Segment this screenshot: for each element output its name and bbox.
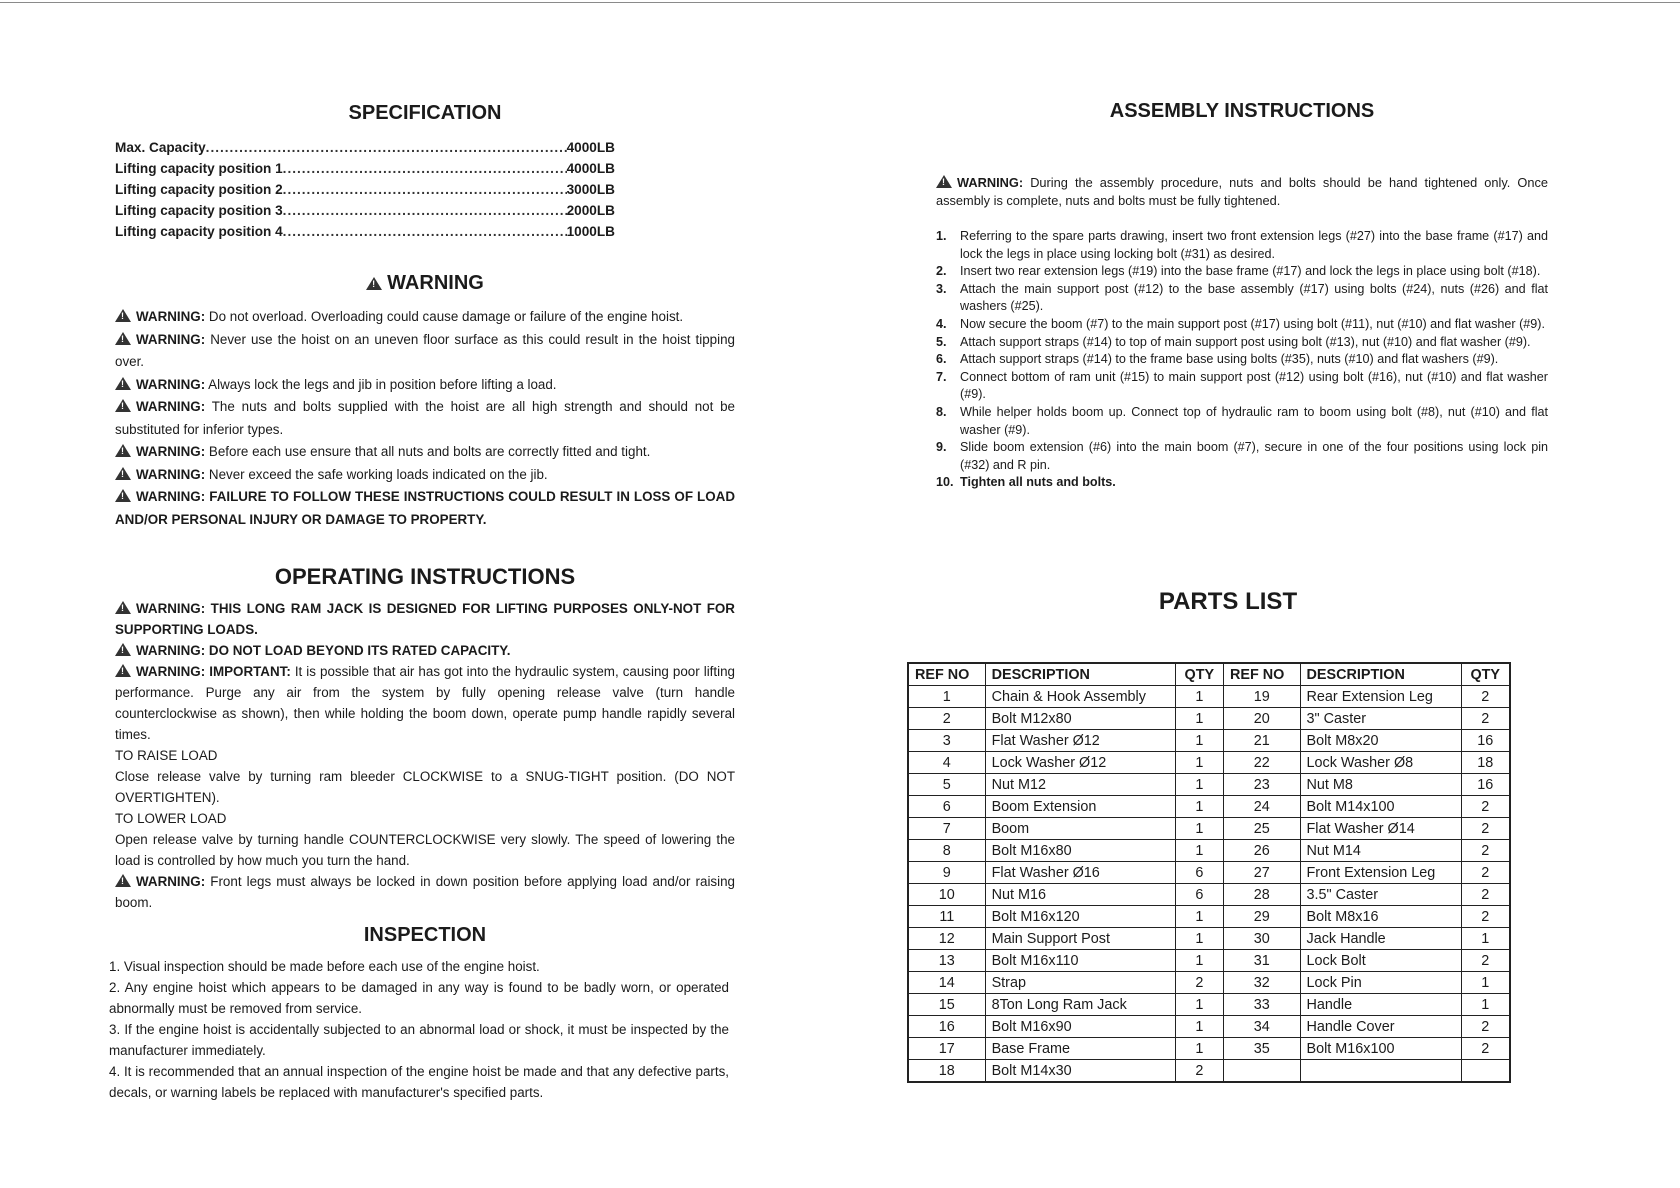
- cell-description: Handle Cover: [1300, 1016, 1461, 1038]
- cell-qty: 1: [1175, 840, 1223, 862]
- table-row: [908, 774, 1510, 796]
- spec-row: Lifting capacity position 1 ..... 4000LB: [115, 158, 615, 179]
- table-row: [908, 972, 1510, 994]
- cell-qty: 1: [1175, 906, 1223, 928]
- cell-ref: 18: [908, 1060, 985, 1083]
- warning-line: !WARNING: The nuts and bolts supplied with the hoist are all high strength and should not be substituted for inferior types.: [115, 396, 735, 441]
- assembly-step: 1. Referring to the spare parts drawing, insert two front extension legs (#27) into the base frame (#17) and lock the legs in place using locking bolt (#31) as desired.: [936, 229, 1548, 261]
- cell-ref: 16: [908, 1016, 985, 1038]
- cell-ref: 27: [1224, 862, 1301, 884]
- cell-qty: 6: [1175, 862, 1223, 884]
- cell-qty: 1: [1175, 928, 1223, 950]
- cell-description: 3" Caster: [1300, 708, 1461, 730]
- cell-description: Bolt M16x80: [985, 840, 1175, 862]
- warning-line: !WARNING: Never use the hoist on an uneven floor surface as this could result in the hoist tipping over.: [115, 329, 735, 374]
- assembly-step: 4. Now secure the boom (#7) to the main support post (#17) using bolt (#11), nut (#10) and flat washer (#9).: [936, 316, 1545, 331]
- cell-description: Bolt M8x16: [1300, 906, 1461, 928]
- warning-icon: [115, 874, 131, 887]
- operating-warning: !WARNING: Front legs must always be locked in down position before applying load and/or raising boom.: [115, 871, 735, 913]
- cell-qty: [1461, 1060, 1510, 1083]
- warning-list: [115, 306, 735, 531]
- cell-description: Boom: [985, 818, 1175, 840]
- warning-icon: [115, 643, 131, 656]
- lower-load-text: Open release valve by turning handle COUNTERCLOCKWISE very slowly. The speed of lowering the load is controlled by how much you turn the hand.: [115, 832, 735, 868]
- table-row: [908, 928, 1510, 950]
- cell-description: Main Support Post: [985, 928, 1175, 950]
- inspection-item: 4. It is recommended that an annual inspection of the engine hoist be made and that any defective parts, decals, or warning labels be replaced with manufacturer's specified parts.: [109, 1064, 729, 1100]
- spec-row: Max. Capacity ..... 4000LB: [115, 137, 615, 158]
- cell-ref: 32: [1224, 972, 1301, 994]
- cell-description: Strap: [985, 972, 1175, 994]
- warning-icon: [115, 467, 131, 480]
- cell-qty: 1: [1461, 972, 1510, 994]
- cell-ref: 11: [908, 906, 985, 928]
- cell-description: Flat Washer Ø12: [985, 730, 1175, 752]
- warning-icon: [115, 309, 131, 322]
- warning-icon: [115, 444, 131, 457]
- parts-table-header: [908, 663, 1510, 686]
- assembly-step: 9. Slide boom extension (#6) into the main boom (#7), secure in one of the four positions using lock pin (#32) and R pin.: [936, 440, 1548, 472]
- cell-ref: 14: [908, 972, 985, 994]
- cell-ref: 33: [1224, 994, 1301, 1016]
- parts-list-heading: PARTS LIST: [1158, 588, 1298, 615]
- table-row: [908, 950, 1510, 972]
- parts-table-body: [908, 686, 1510, 1083]
- cell-qty: 1: [1175, 994, 1223, 1016]
- operating-body: [115, 598, 735, 913]
- warning-line: !WARNING: Never exceed the safe working loads indicated on the jib.: [115, 464, 735, 487]
- warning-line: !WARNING: Always lock the legs and jib in position before lifting a load.: [115, 374, 735, 397]
- spec-row: Lifting capacity position 3 ..... 2000LB: [115, 200, 615, 221]
- cell-description: 3.5" Caster: [1300, 884, 1461, 906]
- cell-qty: 1: [1175, 752, 1223, 774]
- cell-ref: 15: [908, 994, 985, 1016]
- spec-row: Lifting capacity position 2 ..... 3000LB: [115, 179, 615, 200]
- inspection-heading: INSPECTION: [363, 924, 487, 946]
- cell-ref: 6: [908, 796, 985, 818]
- warning-icon: [936, 175, 952, 188]
- parts-table: [907, 662, 1511, 1083]
- cell-qty: 2: [1461, 1016, 1510, 1038]
- cell-description: Bolt M14x100: [1300, 796, 1461, 818]
- table-row: [908, 994, 1510, 1016]
- cell-qty: 1: [1175, 818, 1223, 840]
- cell-description: Bolt M16x100: [1300, 1038, 1461, 1060]
- warning-icon: [115, 399, 131, 412]
- cell-qty: 1: [1175, 708, 1223, 730]
- cell-description: Chain & Hook Assembly: [985, 686, 1175, 708]
- cell-description: Rear Extension Leg: [1300, 686, 1461, 708]
- table-row: [908, 862, 1510, 884]
- cell-ref: 31: [1224, 950, 1301, 972]
- cell-ref: 12: [908, 928, 985, 950]
- spec-row: Lifting capacity position 4 ..... 1000LB: [115, 221, 615, 242]
- cell-ref: 28: [1224, 884, 1301, 906]
- cell-ref: 2: [908, 708, 985, 730]
- cell-ref: 21: [1224, 730, 1301, 752]
- cell-qty: 2: [1461, 686, 1510, 708]
- cell-description: Bolt M14x30: [985, 1060, 1175, 1083]
- col-header-description: DESCRIPTION: [1300, 663, 1461, 686]
- cell-ref: 9: [908, 862, 985, 884]
- cell-ref: 29: [1224, 906, 1301, 928]
- cell-description: Bolt M16x110: [985, 950, 1175, 972]
- cell-description: Jack Handle: [1300, 928, 1461, 950]
- cell-ref: 8: [908, 840, 985, 862]
- cell-description: Handle: [1300, 994, 1461, 1016]
- table-row: [908, 906, 1510, 928]
- cell-ref: 7: [908, 818, 985, 840]
- inspection-item: 2. Any engine hoist which appears to be damaged in any way is found to be badly worn, or operated abnormally must be removed from service.: [109, 980, 729, 1016]
- assembly-step: 5. Attach support straps (#14) to top of main support post using bolt (#13), nut (#10) and flat washer (#9).: [936, 334, 1531, 349]
- cell-qty: 1: [1461, 928, 1510, 950]
- col-header-qty: QTY: [1461, 663, 1510, 686]
- cell-description: Lock Bolt: [1300, 950, 1461, 972]
- table-row: [908, 730, 1510, 752]
- cell-qty: 1: [1175, 774, 1223, 796]
- cell-ref: 22: [1224, 752, 1301, 774]
- cell-description: Boom Extension: [985, 796, 1175, 818]
- table-row: [908, 1060, 1510, 1083]
- warning-icon: [115, 601, 131, 614]
- table-row: [908, 796, 1510, 818]
- cell-qty: 16: [1461, 774, 1510, 796]
- cell-qty: 1: [1175, 686, 1223, 708]
- operating-warning: !WARNING: IMPORTANT: It is possible that air has got into the hydraulic system, causing poor lifting performance. Purge any air from the system by fully opening release valve (turn handle counterclockwise as shown), then while holding the boom down, operate pump handle rapidly several times.: [115, 661, 735, 745]
- specification-heading: SPECIFICATION: [348, 102, 502, 124]
- cell-description: Flat Washer Ø16: [985, 862, 1175, 884]
- cell-qty: 18: [1461, 752, 1510, 774]
- cell-qty: 1: [1175, 1016, 1223, 1038]
- cell-ref: 20: [1224, 708, 1301, 730]
- cell-qty: 2: [1461, 796, 1510, 818]
- warning-icon: [115, 332, 131, 345]
- raise-load-title: TO RAISE LOAD: [115, 748, 218, 763]
- table-row: [908, 1016, 1510, 1038]
- col-header-description: DESCRIPTION: [985, 663, 1175, 686]
- cell-description: Lock Pin: [1300, 972, 1461, 994]
- assembly-step: 3. Attach the main support post (#12) to the base assembly (#17) using bolts (#24), nuts (#26) and flat washers (#25).: [936, 281, 1548, 314]
- cell-qty: 2: [1461, 708, 1510, 730]
- warning-icon: [115, 377, 131, 390]
- cell-ref: 5: [908, 774, 985, 796]
- operating-heading: OPERATING INSTRUCTIONS: [274, 564, 576, 589]
- spec-list: [115, 137, 735, 242]
- cell-description: Nut M12: [985, 774, 1175, 796]
- cell-description: Nut M8: [1300, 774, 1461, 796]
- cell-ref: 13: [908, 950, 985, 972]
- operating-warning: !WARNING: THIS LONG RAM JACK IS DESIGNED FOR LIFTING PURPOSES ONLY-NOT FOR SUPPORTING LOADS.: [115, 598, 735, 640]
- table-row: [908, 840, 1510, 862]
- cell-description: Bolt M16x120: [985, 906, 1175, 928]
- inspection-item: 1. Visual inspection should be made before each use of the engine hoist.: [109, 959, 540, 974]
- col-header-ref: REF NO: [908, 663, 985, 686]
- cell-description: Base Frame: [985, 1038, 1175, 1060]
- cell-qty: 2: [1461, 906, 1510, 928]
- warning-icon: [366, 277, 382, 290]
- cell-description: Nut M14: [1300, 840, 1461, 862]
- warning-line: !WARNING: Before each use ensure that all nuts and bolts are correctly fitted and tight.: [115, 441, 735, 464]
- cell-qty: 6: [1175, 884, 1223, 906]
- operating-warning: !WARNING: DO NOT LOAD BEYOND ITS RATED CAPACITY.: [115, 640, 735, 661]
- cell-description: Nut M16: [985, 884, 1175, 906]
- cell-qty: 1: [1175, 796, 1223, 818]
- raise-load-text: Close release valve by turning ram bleeder CLOCKWISE to a SNUG-TIGHT position. (DO NOT OVERTIGHTEN).: [115, 769, 735, 805]
- cell-qty: 2: [1461, 840, 1510, 862]
- warning-line: !WARNING: Do not overload. Overloading could cause damage or failure of the engine hoist.: [115, 306, 735, 329]
- cell-ref: 35: [1224, 1038, 1301, 1060]
- cell-ref: 24: [1224, 796, 1301, 818]
- cell-qty: 2: [1175, 1060, 1223, 1083]
- cell-qty: 1: [1175, 730, 1223, 752]
- col-header-qty: QTY: [1175, 663, 1223, 686]
- cell-ref: 34: [1224, 1016, 1301, 1038]
- cell-ref: 1: [908, 686, 985, 708]
- cell-ref: 3: [908, 730, 985, 752]
- cell-description: Lock Washer Ø8: [1300, 752, 1461, 774]
- col-header-ref: REF NO: [1224, 663, 1301, 686]
- cell-ref: 4: [908, 752, 985, 774]
- table-row: [908, 708, 1510, 730]
- warning-icon: [115, 664, 131, 677]
- cell-qty: 2: [1461, 818, 1510, 840]
- cell-qty: 2: [1461, 1038, 1510, 1060]
- cell-description: Bolt M12x80: [985, 708, 1175, 730]
- cell-ref: 30: [1224, 928, 1301, 950]
- cell-qty: 2: [1461, 884, 1510, 906]
- cell-ref: 23: [1224, 774, 1301, 796]
- assembly-step: 7. Connect bottom of ram unit (#15) to main support post (#12) using bolt (#16), nut (#10) and flat washer (#9).: [936, 369, 1548, 402]
- cell-qty: 2: [1461, 862, 1510, 884]
- assembly-step: 2. Insert two rear extension legs (#19) into the base frame (#17) and lock the legs in place using bolt (#18).: [936, 264, 1541, 279]
- cell-ref: 26: [1224, 840, 1301, 862]
- table-row: [908, 1038, 1510, 1060]
- table-row: [908, 818, 1510, 840]
- cell-description: Flat Washer Ø14: [1300, 818, 1461, 840]
- assembly-step: 10. Tighten all nuts and bolts.: [936, 475, 1116, 490]
- assembly-warning: !WARNING: During the assembly procedure, nuts and bolts should be hand tightened only. Once assembly is complete, nuts and bolts must be fully tightened.: [936, 174, 1548, 210]
- cell-description: 8Ton Long Ram Jack: [985, 994, 1175, 1016]
- inspection-list: [109, 956, 729, 1103]
- assembly-steps: [936, 228, 1548, 492]
- warning-heading: !WARNING: [115, 272, 735, 295]
- warning-icon: [115, 489, 131, 502]
- cell-qty: 16: [1461, 730, 1510, 752]
- cell-qty: 1: [1175, 950, 1223, 972]
- cell-ref: 25: [1224, 818, 1301, 840]
- lower-load-title: TO LOWER LOAD: [115, 811, 227, 826]
- scan-top-edge: [0, 2, 1680, 3]
- cell-qty: 1: [1175, 1038, 1223, 1060]
- cell-description: Lock Washer Ø12: [985, 752, 1175, 774]
- cell-description: Front Extension Leg: [1300, 862, 1461, 884]
- assembly-heading: ASSEMBLY INSTRUCTIONS: [1109, 100, 1375, 122]
- cell-qty: 1: [1461, 994, 1510, 1016]
- cell-description: [1300, 1060, 1461, 1083]
- assembly-step: 6. Attach support straps (#14) to the frame base using bolts (#35), nuts (#10) and flat washers (#9).: [936, 352, 1499, 367]
- cell-description: Bolt M8x20: [1300, 730, 1461, 752]
- cell-qty: 2: [1175, 972, 1223, 994]
- cell-ref: 10: [908, 884, 985, 906]
- cell-ref: [1224, 1060, 1301, 1083]
- table-row: [908, 884, 1510, 906]
- assembly-step: 8. While helper holds boom up. Connect top of hydraulic ram to boom using bolt (#8), nut (#10) and flat washer (#9).: [936, 404, 1548, 437]
- table-row: [908, 686, 1510, 708]
- cell-description: Bolt M16x90: [985, 1016, 1175, 1038]
- warning-line: !WARNING: FAILURE TO FOLLOW THESE INSTRUCTIONS COULD RESULT IN LOSS OF LOAD AND/OR PERSONAL INJURY OR DAMAGE TO PROPERTY.: [115, 486, 735, 531]
- table-row: [908, 752, 1510, 774]
- cell-ref: 19: [1224, 686, 1301, 708]
- inspection-item: 3. If the engine hoist is accidentally subjected to an abnormal load or shock, it must be inspected by the manufacturer immediately.: [109, 1022, 729, 1058]
- cell-ref: 17: [908, 1038, 985, 1060]
- cell-qty: 2: [1461, 950, 1510, 972]
